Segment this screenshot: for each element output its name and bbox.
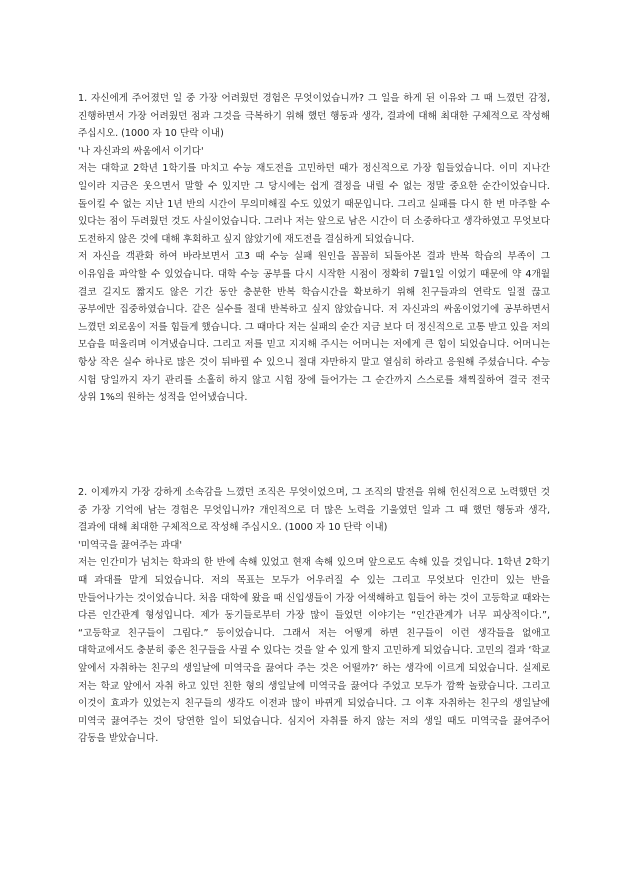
- essay-section-2: [78, 484, 550, 748]
- answer-title-1: '나 자신과의 싸움에서 이기다': [78, 145, 204, 157]
- question-1: 1. 자신에게 주어졌던 일 중 가장 어려웠던 경험은 무엇이었습니까? 그 일을 하게 된 이유와 그 때 느꼈던 감정, 진행하면서 가장 어려웠던 점과 그것을 극복하기 위해 했던 행동과 생각, 결과에 대해 최대한 구체적으로 작성해 주십시오. (1000 자 10 단락 이내): [78, 93, 550, 140]
- answer-2-paragraph-1: 저는 인간미가 넘치는 학과의 한 반에 속해 있었고 현재 속해 있으며 앞으로도 속해 있을 것입니다. 1학년 2학기 때 과대를 맡게 되었습니다. 저의 목표는 모두가 어우러질 수 있는 그리고 무엇보다 인간미 있는 반을 만들어나가는 것이었습니다. 처음 대학에 왔을 때 신입생들이 가장 어색해하고 힘들어 하는 것이 고등학교 때와는 다른 인간관계 형성입니다. 제가 동기들로부터 가장 많이 들었던 이야기는 “인간관계가 너무 피상적이다.”, “고등학교 친구들이 그립다.” 등이었습니다. 그래서 저는 어떻게 하면 친구들이 이런 생각들을 없애고 대학교에서도 충분히 좋은 친구들을 사귈 수 있다는 것을 알 수 있게 할지 고민하게 되었습니다. 고민의 결과 ‘학교 앞에서 자취하는 친구의 생일날에 미역국을 끓여다 주는 것은 어떨까?’ 하는 생각에 이르게 되었습니다. 실제로 저는 학교 앞에서 자취 하고 있던 친한 형의 생일날에 미역국을 끓여다 주었고 모두가 깜짝 놀랐습니다. 그리고 이것이 효과가 있었는지 친구들의 생각도 이전과 많이 바뀌게 되었습니다. 그 이후 자취하는 친구의 생일날에 미역국 끓여주는 것이 당연한 일이 되었습니다. 심지어 자취를 하지 않는 저의 생일 때도 미역국을 끓여주어 감동을 받았습니다.: [78, 557, 550, 745]
- question-2: 2. 이제까지 가장 강하게 소속감을 느꼈던 조직은 무엇이었으며, 그 조직의 발전을 위해 헌신적으로 노력했던 것 중 가장 기억에 남는 경험은 무엇입니까? 개인적으로 더 많은 노력을 기울였던 일과 그 때 했던 행동과 생각, 결과에 대해 최대한 구체적으로 작성해 주십시오. (1000 자 10 단락 이내): [78, 487, 550, 534]
- answer-1-paragraph-1: 저는 대학교 2학년 1학기를 마치고 수능 재도전을 고민하던 때가 정신적으로 가장 힘들었습니다. 이미 지나간 일이라 지금은 웃으면서 말할 수 있지만 그 당시에는 쉽게 결정을 내릴 수 없는 정말 중요한 순간이었습니다. 돌이킬 수 없는 지난 1년 반의 시간이 무의미해질 수도 있었기 때문입니다. 그리고 실패를 다시 한 번 마주할 수 있다는 점이 두려웠던 것도 사실이었습니다. 그러나 저는 앞으로 남은 시간이 더 소중하다고 생각하였고 무엇보다 도전하지 않은 것에 대해 후회하고 싶지 않았기에 재도전을 결심하게 되었습니다.: [78, 163, 550, 245]
- essay-section-1: [78, 90, 550, 407]
- answer-title-2: '미역국을 끓여주는 과대': [78, 539, 183, 551]
- answer-1-paragraph-2: 저 자신을 객관화 하여 바라보면서 고3 때 수능 실패 원인을 꼼꼼히 되돌아본 결과 반복 학습의 부족이 그 이유임을 파악할 수 있었습니다. 대학 수능 공부를 다시 시작한 시점이 정확히 7월1일 이었기 때문에 약 4개월 결코 길지도 짧지도 않은 기간 동안 충분한 반복 학습시간을 확보하기 위해 친구들과의 연락도 일절 끊고 공부에만 집중하였습니다. 같은 실수를 절대 반복하고 싶지 않았습니다. 저 자신과의 싸움이었기에 공부하면서 느꼈던 외로움이 저를 힘들게 했습니다. 그 때마다 저는 실패의 순간 지금 보다 더 정신적으로 고통 받고 있을 저의 모습을 떠올리며 이겨냈습니다. 그리고 저를 믿고 지지해 주시는 어머니는 저에게 큰 힘이 되었습니다. 어머니는 항상 작은 실수 하나로 많은 것이 뒤바뀔 수 있으니 절대 자만하지 말고 열심히 하라고 응원해 주셨습니다. 수능 시험 당일까지 자기 관리를 소홀히 하지 않고 시험 장에 들어가는 그 순간까지 스스로를 채찍질하여 결국 전국 상위 1%의 원하는 성적을 얻어냈습니다.: [78, 251, 550, 404]
